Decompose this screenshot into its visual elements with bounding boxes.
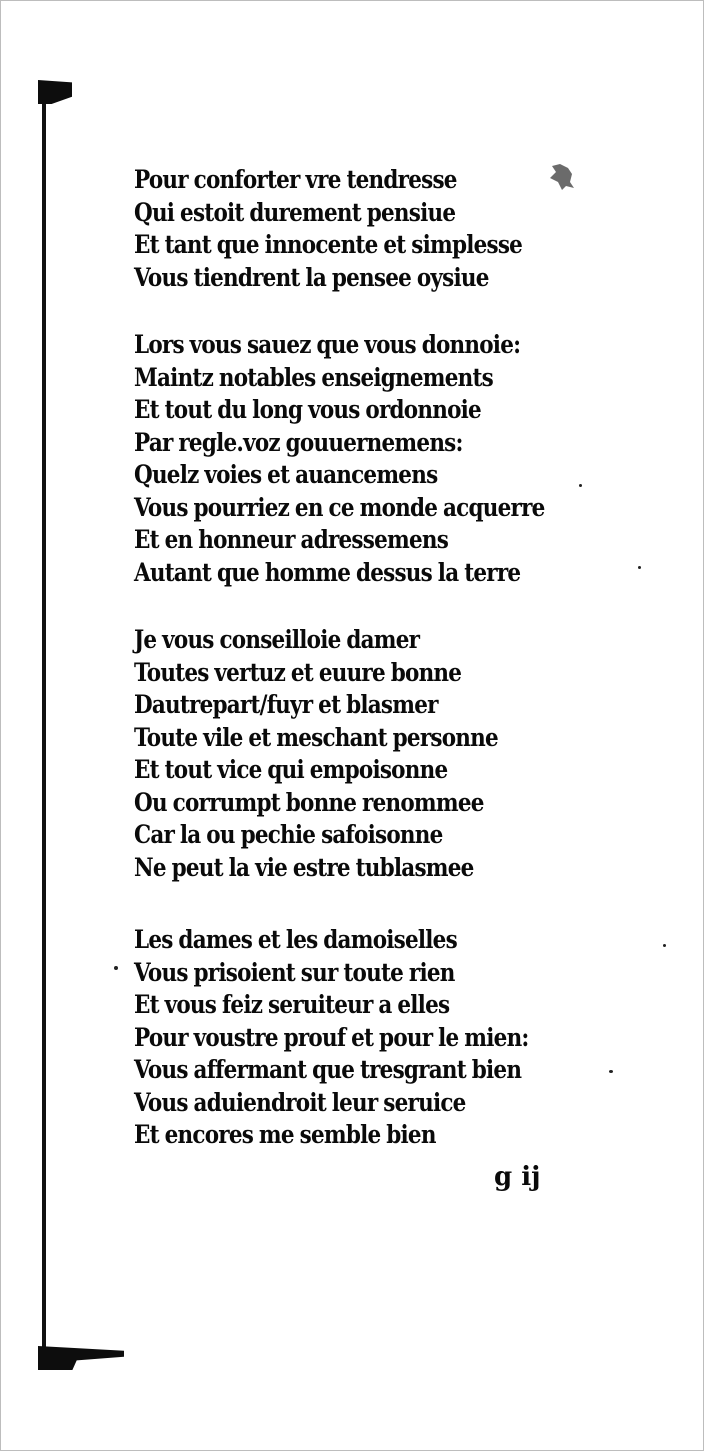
- ink-speck: [663, 944, 666, 947]
- verse-line: Les dames et les damoiselles: [134, 925, 457, 954]
- verse-line: Quelz voies et auancemens: [134, 460, 438, 489]
- stanza-1: [134, 164, 604, 294]
- signature-mark: g ij: [494, 1162, 541, 1192]
- verse-line: Par regle.voz gouuernemens:: [134, 427, 463, 457]
- verse-line: Et tant que innocente et simplesse: [134, 230, 523, 259]
- verse-line: Et encores me semble bien: [134, 1120, 436, 1149]
- verse-line: Car la ou pechie safoisonne: [134, 820, 443, 849]
- binding-gutter-line: [42, 92, 46, 1360]
- verse-line: Vous tiendrent la pensee oysiue: [134, 262, 489, 292]
- verse-line: Toutes vertuz et euure bonne: [134, 657, 462, 687]
- verse-line: Qui estoit durement pensiue: [134, 197, 456, 227]
- stanza-3: [134, 624, 604, 884]
- verse-line: Et tout du long vous ordonnoie: [134, 395, 481, 424]
- verse-line: Dautrepart/fuyr et blasmer: [134, 690, 438, 719]
- verse-line: Et tout vice qui empoisonne: [134, 755, 448, 784]
- ink-speck: [609, 1070, 613, 1073]
- verse-line: Pour voustre prouf et pour le mien:: [134, 1022, 529, 1052]
- verse-line: Vous aduiendroit leur seruice: [134, 1087, 466, 1117]
- verse-line: Maintz notables enseignements: [134, 362, 493, 392]
- verse-line: Vous affermant que tresgrant bien: [134, 1055, 522, 1084]
- verse-line: Vous pourriez en ce monde acquerre: [134, 492, 545, 522]
- verse-line: Ne peut la vie estre tublasmee: [134, 852, 474, 882]
- verse-line: Vous prisoient sur toute rien: [134, 957, 455, 987]
- verse-line: Ou corrumpt bonne renommee: [134, 787, 484, 817]
- verse-line: Lors vous sauez que vous donnoie:: [134, 330, 521, 359]
- stanza-4: [134, 924, 604, 1152]
- ink-speck: [638, 566, 641, 569]
- verse-line: Et en honneur adressemens: [134, 525, 449, 554]
- verse-line: Toute vile et meschant personne: [134, 722, 498, 752]
- verse-line: Autant que homme dessus la terre: [134, 557, 521, 587]
- stanza-2: [134, 329, 604, 589]
- verse-line: Je vous conseilloie damer: [134, 625, 420, 654]
- verse-line: Pour conforter vre tendresse: [134, 165, 457, 194]
- verse-line: Et vous feiz seruiteur a elles: [134, 990, 450, 1019]
- ink-speck: [114, 966, 118, 970]
